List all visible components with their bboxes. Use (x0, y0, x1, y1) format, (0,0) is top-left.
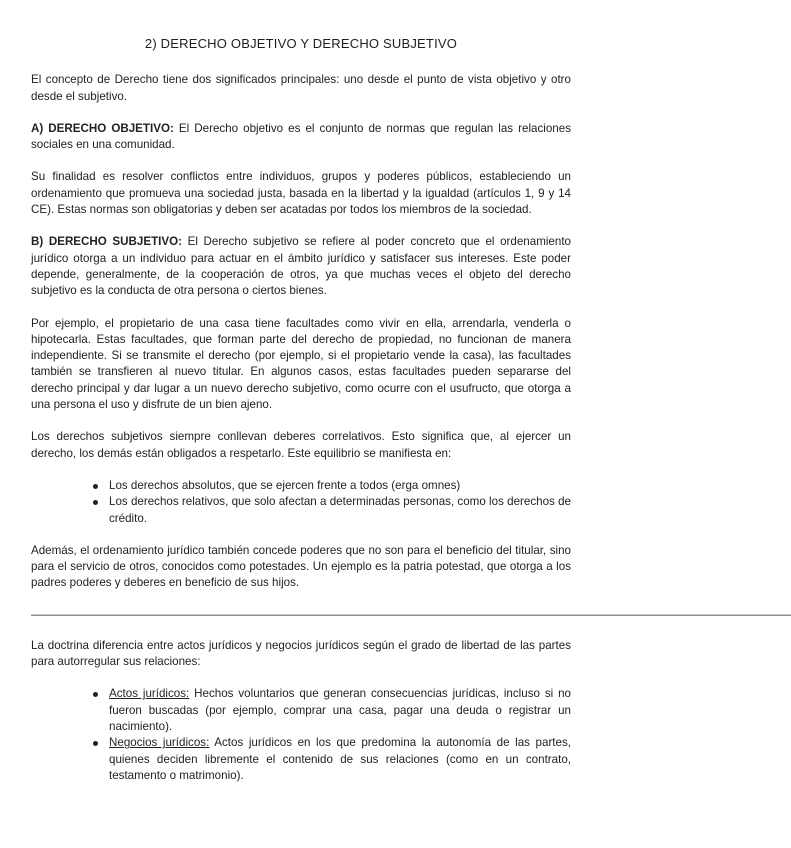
list-item: Los derechos relativos, que solo afectan a determinadas personas, como los derechos de crédito. (109, 494, 571, 527)
doctrine-list (31, 686, 571, 784)
doctrine-text: Hechos voluntarios que generan consecuencias jurídicas, incluso si no fueron buscadas (por ejemplo, comprar una casa, pagar una deuda o registrar un nacimiento). (109, 687, 571, 733)
doctrine-term: Negocios jurídicos: (109, 736, 210, 750)
subjective-example: Por ejemplo, el propietario de una casa tiene facultades como vivir en ella, arrendarla, venderla o hipotecarla. Estas facultades, que forman parte del derecho de propiedad, no funcionan de manera independiente. Si se transmite el derecho (por ejemplo, si el propietario vende la casa), las facultades también se transfieren al nuevo titular. En algunos casos, estas facultades pueden separarse del derecho principal y dar lugar a un nuevo derecho subjetivo, como ocurre con el usufructo, que otorga a una persona el uso y disfrute de un bien ajeno. (31, 316, 571, 412)
page-title: 2) DERECHO OBJETIVO Y DERECHO SUBJETIVO (144, 36, 458, 51)
subjective-correlatives: Los derechos subjetivos siempre conllevan deberes correlativos. Esto significa que, al ejercer un derecho, los demás están obligados a respetarlo. Este equilibrio se manifiesta en: (31, 430, 571, 460)
intro-paragraph: El concepto de Derecho tiene dos significados principales: uno desde el punto de vista objetivo y otro desde el subjetivo. (31, 73, 571, 103)
rights-list (31, 478, 571, 527)
doctrine-intro: La doctrina diferencia entre actos jurídicos y negocios jurídicos según el grado de libertad de las partes para autorregular sus relaciones: (31, 638, 571, 669)
objective-purpose: Su finalidad es resolver conflictos entre individuos, grupos y poderes públicos, estableciendo un ordenamiento que promueva una sociedad justa, basada en la libertad y la igualdad (artículos 1, 9 y 14 CE). Estas normas son obligatorias y deben ser acatadas por todos los miembros de la sociedad. (31, 170, 571, 217)
section-separator: ——————————————————————————————————————————————————————————————————————— (31, 608, 791, 621)
objective-text: El Derecho objetivo es el conjunto de normas que regulan las relaciones sociales en una comunidad. (31, 121, 572, 152)
objective-definition (31, 121, 571, 154)
subjective-definition (31, 234, 571, 299)
objective-heading: A) DERECHO OBJETIVO: (31, 121, 174, 135)
list-item (109, 735, 571, 784)
doctrine-text: Actos jurídicos en los que predomina la autonomía de las partes, quienes deciden libremente el contenido de sus relaciones (como en un contrato, testamento o matrimonio). (109, 736, 571, 782)
list-item (109, 686, 571, 735)
subjective-heading: B) DERECHO SUBJETIVO: (31, 235, 182, 249)
subjective-text: El Derecho subjetivo se refiere al poder concreto que el ordenamiento jurídico otorga a un individuo para actuar en el ámbito jurídico y satisfacer sus intereses. Este poder depende, generalmente, de la cooperación de otros, ya que muchas veces el objeto del derecho subjetivo es la conducta de otra persona o ciertos bienes. (31, 235, 571, 298)
potestades-paragraph: Además, el ordenamiento jurídico también concede poderes que no son para el beneficio del titular, sino para el servicio de otros, conocidos como potestades. Un ejemplo es la patria potestad, que otorga a los padres poderes y deberes en beneficio de sus hijos. (31, 543, 571, 590)
list-item: Los derechos absolutos, que se ejercen frente a todos (erga omnes) (109, 478, 571, 494)
doctrine-term: Actos jurídicos: (109, 687, 190, 701)
